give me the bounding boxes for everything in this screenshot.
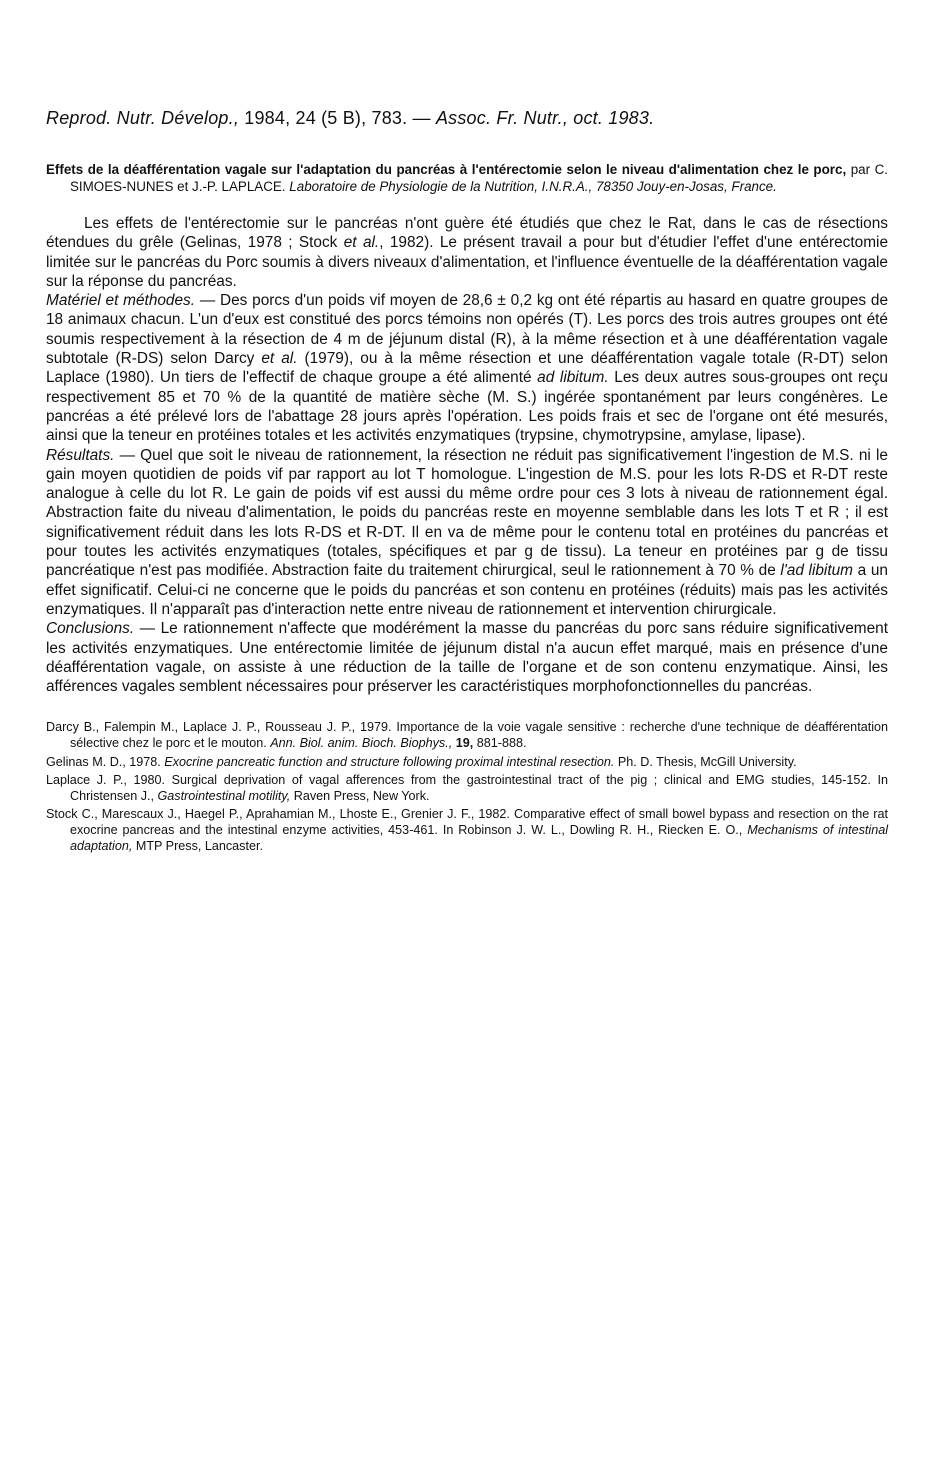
article-title: Effets de la déafférentation vagale sur l'adaptation du pancréas à l'entérectomie selon le niveau d'alimentation chez le porc, xyxy=(46,162,847,177)
conclusions-heading: Conclusions. xyxy=(46,620,135,638)
methods-paragraph xyxy=(46,291,888,445)
reference-text: Gelinas M. D., 1978. xyxy=(46,754,165,769)
document-page xyxy=(46,108,888,857)
references-list xyxy=(46,720,888,854)
article-affiliation: Laboratoire de Physiologie de la Nutrition, I.N.R.A., 78350 Jouy-en-Josas, France. xyxy=(289,179,777,194)
methods-etal: et al. xyxy=(261,350,298,368)
intro-paragraph xyxy=(46,214,888,291)
reference-volume: 19, xyxy=(455,736,474,751)
results-heading: Résultats. xyxy=(46,446,115,464)
results-text-2: a un effet significatif. Celui-ci ne concerne que le poids du pancréas et son contenu en protéines (réduits) mais pas les activités enzymatiques. Il n'apparaît pas d'interaction nette entre niveau de rationnement et intervention chirurgicale. xyxy=(46,562,888,618)
intro-text-2: , 1982). Le présent travail a pour but d'étudier l'effet d'une entérectomie limitée sur le pancréas du Porc soumis à divers niveaux d'alimentation, et l'influence éventuelle de la déafférentation vagale sur la réponse du pancréas. xyxy=(46,234,889,290)
results-paragraph xyxy=(46,446,888,620)
conclusions-text: — Le rationnement n'affecte que modérément la masse du pancréas du porc sans réduire significativement les activités enzymatiques. Une entérectomie limitée de jéjunum distal n'a aucun effet marqué, mais en présence d'une déafférentation vagale, on assiste à une réduction de la taille de l'organe et de son contenu enzymatique. Ainsi, les afférences vagales semblent nécessaires pour préserver les caractéristiques morphofonctionnelles du pancréas. xyxy=(46,620,888,696)
reference-pages: MTP Press, Lancaster. xyxy=(132,838,263,853)
methods-text-3: Les deux autres sous-groupes ont reçu respectivement 85 et 70 % de la quantité de matière sèche (M. S.) ingérée spontanément par leurs congénères. Le pancréas a été prélevé lors de l'abattage 28 jours après l'opération. Les poids frais et sec de l'organe ont été mesurés, ainsi que la teneur en protéines totales et les activités enzymatiques (trypsine, chymotrypsine, amylase, lipase). xyxy=(46,369,888,445)
reference-item xyxy=(46,720,888,751)
results-ad-libitum: l'ad libitum xyxy=(780,562,854,580)
reference-source: Exocrine pancreatic function and structure following proximal intestinal resection. xyxy=(164,754,615,769)
article-title-block xyxy=(46,161,888,195)
intro-etal: et al. xyxy=(343,234,380,252)
reference-text: Stock C., Marescaux J., Haegel P., Aprahamian M., Lhoste E., Grenier J. F., 1982. Comparative effect of small bowel bypass and resection on the rat exocrine pancreas and the intestinal enzyme activities, 453-461. In Robinson J. W. L., Dowling R. H., Riecken E. O., xyxy=(46,807,888,837)
year-volume: 1984, 24 (5 B), 783. — xyxy=(244,108,431,128)
reference-source: Gastrointestinal motility, xyxy=(157,788,291,803)
article-body xyxy=(46,214,888,696)
methods-text-2: (1979), ou à la même résection et une déafférentation vagale totale (R-DT) selon Laplace (1980). Un tiers de l'effectif de chaque groupe a été alimenté xyxy=(46,350,888,387)
journal-name: Reprod. Nutr. Dévelop., xyxy=(46,108,240,128)
reference-item xyxy=(46,773,888,804)
methods-ad-libitum: ad libitum. xyxy=(537,369,609,387)
article-authors: par C. SIMOES-NUNES et J.-P. LAPLACE. xyxy=(70,162,888,194)
reference-text: Darcy B., Falempin M., Laplace J. P., Rousseau J. P., 1979. Importance de la voie vagale sensitive : recherche d'une technique de déafférentation sélective chez le porc et le mouton. xyxy=(46,720,888,751)
reference-pages: 881-888. xyxy=(473,736,527,751)
methods-heading: Matériel et méthodes. xyxy=(46,292,196,310)
reference-item xyxy=(46,807,888,854)
reference-text: Laplace J. P., 1980. Surgical deprivation of vagal afferences from the gastrointestinal tract of the pig ; clinical and EMG studies, 145-152. In Christensen J., xyxy=(46,773,888,803)
journal-header xyxy=(46,108,888,129)
intro-text-1: Les effets de l'entérectomie sur le pancréas n'ont guère été étudiés que chez le Rat, dans le cas de résections étendues du grêle (Gelinas, 1978 ; Stock xyxy=(46,215,888,252)
association-meeting: Assoc. Fr. Nutr., oct. 1983. xyxy=(435,108,655,128)
results-text-1: — Quel que soit le niveau de rationnement, la résection ne réduit pas significativement l'ingestion de M.S. ni le gain moyen quotidien de poids vif par rapport au lot T homologue. L'ingestion de M.S. pour les lots R-DS et R-DT reste analogue à celle du lot R. Le gain de poids vif est aussi du même ordre pour ces 3 lots à niveau de rationnement égal. Abstraction faite du niveau d'alimentation, le poids du pancréas reste en moyenne semblable dans les lots T et R ; il est significativement réduit dans les lots R-DS et R-DT. Il en va de même pour le contenu total en protéines du pancréas et pour toutes les activités enzymatiques (totales, spécifiques et par g de tissu). La teneur en protéines par g de tissu pancréatique n'est pas modifiée. Abstraction faite du traitement chirurgical, seul le rationnement à 70 % de xyxy=(46,446,888,580)
reference-item xyxy=(46,755,888,771)
reference-pages: Ph. D. Thesis, McGill University. xyxy=(614,754,797,769)
methods-text-1: — Des porcs d'un poids vif moyen de 28,6 ± 0,2 kg ont été répartis au hasard en quatre groupes de 18 animaux chacun. L'un d'eux est constitué des porcs témoins non opérés (T). Les porcs des trois autres groupes ont été soumis respectivement à la résection de 4 m de jéjunum distal (R), à la même résection et à une déafférentation vagale subtotale (R-DS) selon Darcy xyxy=(46,292,888,368)
conclusions-paragraph xyxy=(46,619,888,696)
reference-pages: Raven Press, New York. xyxy=(290,788,430,803)
reference-source: Ann. Biol. anim. Bioch. Biophys., xyxy=(270,736,453,751)
reference-source: Mechanisms of intestinal adaptation, xyxy=(70,822,888,853)
